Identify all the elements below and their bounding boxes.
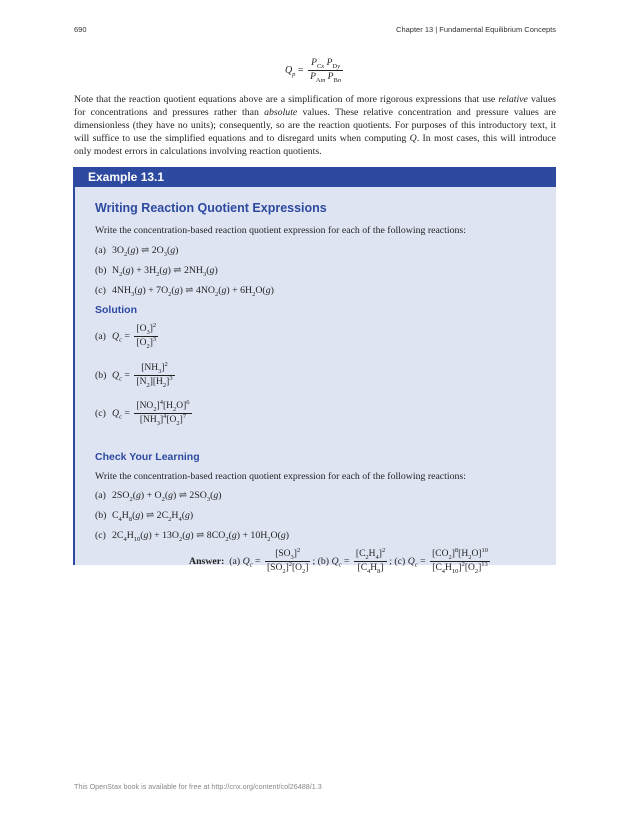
- answer-line: Answer: (a) $Q_c$ = $\frac{[SO_3]^2}{[SO_2]^2[O_2]}$ ; (b) $Q_c$ = $\frac{[C_2H_4]^2}{[C_4H_8]}$ ; (c) $Q_c$ = $\frac{[CO_2]^8[H_2O]^{10}}{[C_4H_{10}]^2[O_2]^{13}}$: [189, 546, 488, 575]
- page-number: 690: [74, 25, 87, 34]
- check-reaction-b: (b) $C_4H_8(g)$ ⇌ $2C_2H_4(g)$: [95, 510, 194, 523]
- example-title: Writing Reaction Quotient Expressions: [95, 201, 327, 215]
- solution-heading: Solution: [95, 304, 137, 316]
- reaction-a: (a) $3O_2(g)$ ⇌ $2O_3(g)$: [95, 245, 179, 258]
- chapter-header: Chapter 13 | Fundamental Equilibrium Concepts: [396, 25, 556, 34]
- check-intro: Write the concentration-based reaction quotient expression for each of the following reactions:: [95, 471, 466, 482]
- check-reaction-a: (a) $2SO_2(g) + O_2(g)$ ⇌ $2SO_3(g)$: [95, 490, 222, 503]
- reaction-c: (c) $4NH_3(g) + 7O_2(g)$ ⇌ $4NO_2(g) + 6H_2O(g)$: [95, 285, 274, 298]
- solution-a: (a) $Q_c$ = $\frac{[O_3]^2}{[O_2]^3}$: [95, 321, 157, 350]
- example-box: [73, 167, 556, 575]
- pressure-quotient-equation: $Q_p$ = $\frac{P_{Cx} P_{Dy}}{P_{Am} P_{Bn}}$: [284, 58, 342, 84]
- footer-note: This OpenStax book is available for free at http://cnx.org/content/col26488/1.3: [74, 782, 322, 791]
- check-reaction-c: (c) $2C_4H_{10}(g) + 13O_2(g)$ ⇌ $8CO_2(g) + 10H_2O(g)$: [95, 530, 290, 543]
- solution-c: (c) $Q_c$ = $\frac{[NO_2]^4[H_2O]^6}{[NH_3]^4[O_2]^7}$: [95, 398, 190, 427]
- check-heading: Check Your Learning: [95, 451, 200, 463]
- reaction-b: (b) $N_2(g) + 3H_2(g)$ ⇌ $2NH_3(g)$: [95, 265, 218, 278]
- body-paragraph: Note that the reaction quotient equations above are a simplification of more rigorous expressions that use relative values for concentrations and pressures rather than absolute values. These relative concentration and pressure values are dimensionless (they have no units); consequently, so are the reaction quotients. For purposes of this introductory text, it will suffice to use the simplified equations and to disregard units when computing Q. In most cases, this will introduce only modest errors in calculations involving reaction quotients.: [74, 94, 557, 157]
- example-label: Example 13.1: [75, 167, 556, 187]
- solution-b: (b) $Q_c$ = $\frac{[NH_3]^2}{[N_2][H_2]^3}$: [95, 360, 173, 389]
- example-intro: Write the concentration-based reaction quotient expression for each of the following reactions:: [95, 225, 466, 236]
